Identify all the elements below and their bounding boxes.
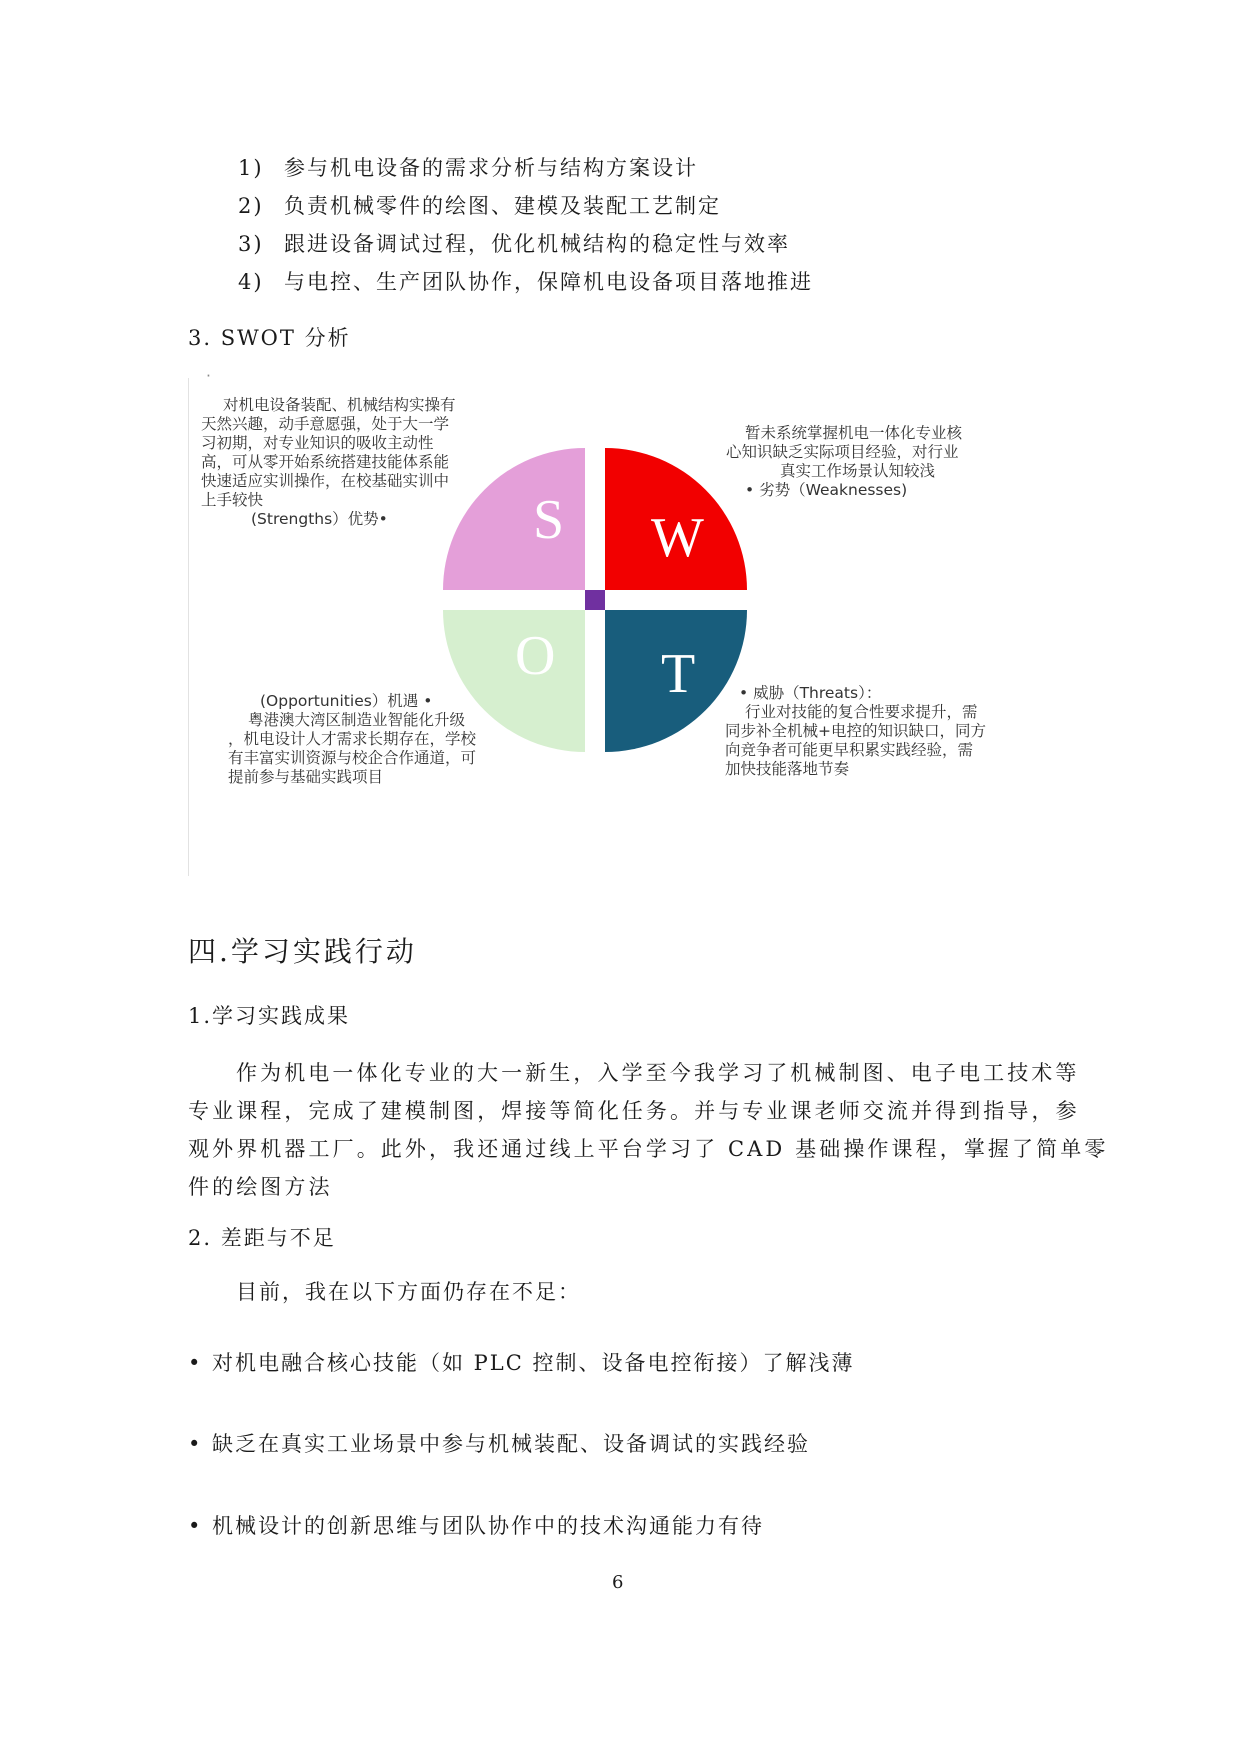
strengths-line: 对机电设备装配、机械结构实操有	[223, 396, 456, 414]
duty-item-3	[238, 232, 790, 256]
letter-t: T	[661, 643, 696, 705]
paragraph-line: 件的绘图方法	[188, 1175, 333, 1199]
strengths-line: 习初期，对专业知识的吸收主动性	[201, 434, 434, 452]
weaknesses-line: 心知识缺乏实际项目经验，对行业	[726, 443, 959, 461]
subsection-heading-gaps: 2. 差距与不足	[188, 1226, 336, 1250]
swot-diagram	[443, 448, 763, 768]
weaknesses-label: • 劣势（Weaknesses)	[745, 481, 908, 499]
duty-number: 2)	[238, 194, 264, 218]
paragraph-line: 观外界机器工厂。此外，我还通过线上平台学习了 CAD 基础操作课程，掌握了简单零	[188, 1137, 1109, 1161]
strengths-label: (Strengths）优势•	[251, 510, 388, 528]
paragraph-line: 作为机电一体化专业的大一新生，入学至今我学习了机械制图、电子电工技术等	[236, 1061, 1080, 1085]
page-number: 6	[612, 1572, 624, 1593]
bullet-icon: •	[188, 1514, 203, 1538]
strengths-line: 高，可从零开始系统搭建技能体系能	[201, 453, 450, 471]
stray-dot: ·	[206, 367, 211, 385]
section-title: 四.学习实践行动	[188, 935, 417, 968]
weaknesses-line: 暂未系统掌握机电一体化专业核	[745, 424, 963, 442]
opportunities-label: (Opportunities）机遇 •	[260, 692, 433, 710]
duty-number: 3)	[238, 232, 264, 256]
gap-text: 机械设计的创新思维与团队协作中的技术沟通能力有待	[212, 1514, 764, 1538]
opportunities-line: 提前参与基础实践项目	[228, 768, 384, 786]
figure-left-border	[188, 378, 189, 876]
swot-heading: 3. SWOT 分析	[188, 326, 351, 350]
letter-w: W	[651, 507, 704, 569]
weaknesses-line: 真实工作场景认知较浅	[780, 462, 936, 480]
threats-line: 加快技能落地节奏	[725, 760, 850, 778]
duty-number: 4)	[238, 270, 264, 294]
duty-text: 与电控、生产团队协作，保障机电设备项目落地推进	[284, 270, 813, 294]
threats-label: • 威胁（Threats）：	[739, 684, 882, 702]
strengths-text	[201, 396, 456, 529]
gap-text: 对机电融合核心技能（如 PLC 控制、设备电控衔接）了解浅薄	[212, 1351, 855, 1375]
threats-line: 向竞争者可能更早积累实践经验，需	[725, 741, 974, 759]
threats-line: 行业对技能的复合性要求提升，需	[745, 703, 978, 721]
paragraph-line: 专业课程，完成了建模制图，焊接等简化任务。并与专业课老师交流并得到指导，参	[188, 1099, 1080, 1123]
weaknesses-text	[726, 424, 962, 500]
duty-item-2	[238, 194, 721, 218]
duty-text: 跟进设备调试过程，优化机械结构的稳定性与效率	[284, 232, 790, 256]
duty-item-1	[238, 156, 698, 180]
threats-text	[725, 684, 986, 779]
swot-figure	[188, 367, 1068, 876]
strengths-line: 上手较快	[201, 491, 264, 509]
gap-text: 缺乏在真实工业场景中参与机械装配、设备调试的实践经验	[212, 1432, 810, 1456]
duty-text: 参与机电设备的需求分析与结构方案设计	[284, 156, 698, 180]
results-paragraph	[188, 1057, 1109, 1209]
bullet-icon: •	[188, 1351, 203, 1375]
center-square	[585, 590, 605, 610]
gap-item	[188, 1351, 855, 1375]
bullet-icon: •	[188, 1432, 203, 1456]
duty-text: 负责机械零件的绘图、建模及装配工艺制定	[284, 194, 721, 218]
subsection-heading-results: 1.学习实践成果	[188, 1004, 351, 1028]
gaps-intro: 目前，我在以下方面仍存在不足：	[236, 1280, 581, 1304]
strengths-line: 快速适应实训操作，在校基础实训中	[201, 472, 450, 490]
opportunities-line: 粤港澳大湾区制造业智能化升级	[248, 711, 466, 729]
letter-s: S	[533, 489, 565, 551]
duty-number: 1)	[238, 156, 264, 180]
gap-item	[188, 1432, 810, 1456]
strengths-line: 天然兴趣，动手意愿强，处于大一学	[201, 415, 450, 433]
duty-item-4	[238, 270, 813, 294]
opportunities-line: 有丰富实训资源与校企合作通道，可	[228, 749, 477, 767]
letter-o: O	[515, 625, 556, 687]
opportunities-text	[228, 692, 476, 787]
opportunities-line: ，机电设计人才需求长期存在，学校	[228, 730, 477, 748]
gap-item	[188, 1514, 764, 1538]
threats-line: 同步补全机械+电控的知识缺口，同方	[725, 722, 986, 740]
